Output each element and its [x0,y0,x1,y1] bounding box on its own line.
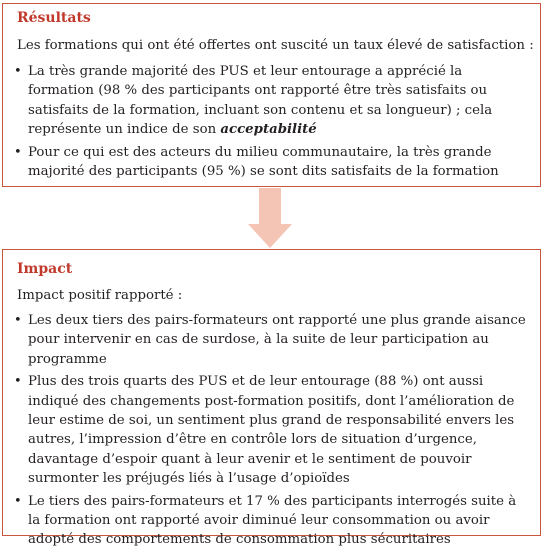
list-item-emphasis: acceptabilité [220,122,317,138]
list-item [3,311,540,369]
bullet-icon: • [14,493,22,509]
list-item-text: La très grande majorité des PUS et leur entourage a apprécié la formation (98 % des participants ont rapporté être très satisfaits ou satisfaits de la formation, incluant son contenu et sa longueur) ; cela représente un indice de son [28,64,493,138]
results-list [3,62,540,184]
impact-intro: Impact positif rapporté : [17,288,183,303]
list-item-text: Les deux tiers des pairs-formateurs ont rapporté une plus grande aisance pour intervenir en cas de surdose, à la suite de leur participation au programme [28,313,526,367]
list-item-text: Pour ce qui est des acteurs du milieu communautaire, la très grande majorité des participants (95 %) se sont dits satisfaits de la formation [28,144,499,180]
list-item-text: Plus des trois quarts des PUS et de leur entourage (88 %) ont aussi indiqué des changements post-formation positifs, dont l’amélioration de leur estime de soi, un sentiment plus grand de responsabilité envers les autres, l’impression d’être en contrôle lors de situation d’urgence, davantage d’espoir quant à leur avenir et le sentiment de pouvoir surmonter les préjugés liés à l’usage d’opioïdes [28,374,515,487]
down-arrow-icon [248,188,292,248]
bullet-icon: • [14,64,22,79]
results-title: Résultats [17,10,91,26]
results-intro: Les formations qui ont été offertes ont suscité un taux élevé de satisfaction : [17,38,534,53]
bullet-icon: • [14,374,22,390]
bullet-icon: • [14,144,22,160]
list-item-text: Le tiers des pairs-formateurs et 17 % des participants interrogés suite à la formation ont rapporté avoir diminué leur consommation ou avoir adopté des comportements de consommation plus sécuritaires [28,493,517,548]
impact-box [2,249,541,548]
list-item [3,372,540,488]
bullet-icon: • [14,313,22,328]
list-item [3,143,540,182]
impact-list [3,311,540,553]
list-item [3,492,540,550]
list-item [3,62,540,140]
results-box [2,3,541,187]
impact-title: Impact [17,261,73,277]
